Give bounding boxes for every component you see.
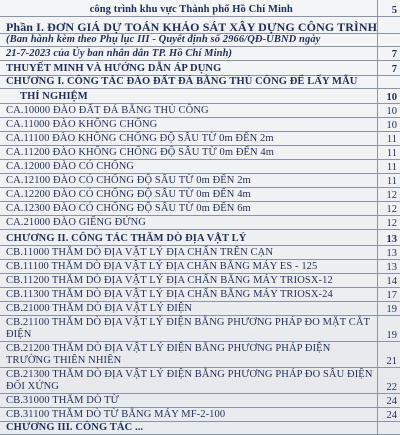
toc-entry-page: 13 xyxy=(377,229,400,245)
toc-entry-title: (Ban hành kèm theo Phụ lục III - Quyết định số 2966/QĐ-UBND ngày xyxy=(0,33,377,46)
toc-entry xyxy=(0,103,400,117)
toc-entry xyxy=(0,159,400,173)
toc-entry-page: 24 xyxy=(377,407,400,421)
toc-entry-title: THUYẾT MINH VÀ HƯỚNG DẪN ÁP DỤNG xyxy=(0,60,377,75)
toc-entry-page: 5 xyxy=(377,0,400,16)
toc-entry-page: 19 xyxy=(377,301,400,315)
toc-entry-title: CHƯƠNG II. CÔNG TÁC THĂM DÒ ĐỊA VẬT LÝ xyxy=(0,229,377,245)
toc-entry-title: công trình khu vực Thành phố Hồ Chí Minh xyxy=(0,0,377,16)
toc-entry-page: 7 xyxy=(377,60,400,75)
toc-entry-page: 12 xyxy=(377,187,400,201)
toc-entry xyxy=(0,245,400,259)
toc-entry xyxy=(0,117,400,131)
toc-entry-page: 14 xyxy=(377,273,400,287)
toc-entry-title: CA.12300 ĐÀO CÓ CHỐNG ĐỘ SÂU TỪ 0m ĐẾN 6m xyxy=(0,201,377,215)
toc-entry-title: CA.10000 ĐÀO ĐẤT ĐÁ BẰNG THỦ CÔNG xyxy=(0,103,377,117)
toc-entry-title: CB.31000 THĂM DÒ TỪ xyxy=(0,393,377,407)
toc-entry-title: CA.12200 ĐÀO CÓ CHỐNG ĐỘ SÂU TỪ 0m ĐẾN 4m xyxy=(0,187,377,201)
toc-entry-title: CA.11000 ĐÀO KHÔNG CHỐNG xyxy=(0,117,377,131)
toc-entry-title: CA.11200 ĐÀO KHÔNG CHỐNG ĐỘ SÂU TỪ 0m ĐẾN 4m xyxy=(0,145,377,159)
toc-entry xyxy=(0,315,400,341)
toc-entry-page xyxy=(377,421,400,434)
toc-entry-page: 11 xyxy=(377,173,400,187)
toc-entry xyxy=(0,173,400,187)
toc-entry xyxy=(0,215,400,229)
toc-entry-page: 21 xyxy=(377,341,400,367)
toc-entry-page: 10 xyxy=(377,117,400,131)
toc-entry-title: CHƯƠNG III. CÔNG TÁC ... xyxy=(0,421,377,434)
toc-entry-page: 11 xyxy=(377,159,400,173)
toc-entry-page: 24 xyxy=(377,393,400,407)
toc-entry-page xyxy=(377,33,400,46)
toc-entry xyxy=(0,301,400,315)
toc-entry xyxy=(0,367,400,393)
toc-entry xyxy=(0,33,400,46)
toc-entry-title: CA.12100 ĐÀO CÓ CHỐNG ĐỘ SÂU TỪ 0m ĐẾN 2m xyxy=(0,173,377,187)
toc-entry xyxy=(0,229,400,245)
toc-entry-title: CA.11100 ĐÀO KHÔNG CHỐNG ĐỘ SÂU TỪ 0m ĐẾN 2m xyxy=(0,131,377,145)
toc-entry xyxy=(0,145,400,159)
toc-entry-title: CB.11000 THĂM DÒ ĐỊA VẬT LÝ ĐỊA CHẤN TRÊN CẠN xyxy=(0,245,377,259)
toc-entry xyxy=(0,60,400,75)
toc-entry xyxy=(0,407,400,421)
toc-entry-page: 7 xyxy=(377,46,400,60)
toc-entry xyxy=(0,201,400,215)
toc-entry xyxy=(0,187,400,201)
toc-entry-title: CHƯƠNG I. CÔNG TÁC ĐÀO ĐẤT ĐÁ BẰNG THỦ CÔNG ĐỂ LẤY MẪU xyxy=(0,75,377,88)
toc-entry-page: 12 xyxy=(377,215,400,229)
toc-entry xyxy=(0,75,400,88)
toc-entry-title: CA.12000 ĐÀO CÓ CHỐNG xyxy=(0,159,377,173)
toc-entry xyxy=(0,287,400,301)
toc-entry xyxy=(0,16,400,33)
toc-entry-title: Phần I. ĐƠN GIÁ DỰ TOÁN KHẢO SÁT XÂY DỰNG CÔNG TRÌNH xyxy=(0,16,377,33)
toc-entry-page: 22 xyxy=(377,367,400,393)
toc-entry xyxy=(0,273,400,287)
toc-entry-page xyxy=(377,75,400,88)
toc-entry-title: CB.11200 THĂM DÒ ĐỊA VẬT LÝ ĐỊA CHẤN BẰNG MÁY TRIOSX-12 xyxy=(0,273,377,287)
toc-entry-page: 19 xyxy=(377,315,400,341)
toc-entry xyxy=(0,88,400,103)
toc-entry-title: CB.21100 THĂM DÒ ĐỊA VẬT LÝ ĐIỆN BẰNG PHƯƠNG PHÁP ĐO MẶT CẮT ĐIỆN xyxy=(0,315,377,341)
toc-entry-title: 21-7-2023 của Ủy ban nhân dân TP. Hồ Chí Minh) xyxy=(0,46,377,60)
toc-entry-title: CB.21300 THĂM DÒ ĐỊA VẬT LÝ ĐIỆN BẰNG PHƯƠNG PHÁP ĐO SÂU ĐIỆN ĐỐI XỨNG xyxy=(0,367,377,393)
toc-entry-page: 10 xyxy=(377,103,400,117)
toc-entry-title: CB.31100 THĂM DÒ TỪ BẰNG MÁY MF-2-100 xyxy=(0,407,377,421)
toc-entry-title: CB.21200 THĂM DÒ ĐỊA VẬT LÝ ĐIỆN BẰNG PHƯƠNG PHÁP ĐIỆN TRƯỜNG THIÊN NHIÊN xyxy=(0,341,377,367)
toc-entry-page: 11 xyxy=(377,145,400,159)
toc-entry-page: 13 xyxy=(377,259,400,273)
toc-entry-title: THÍ NGHIỆM xyxy=(0,88,377,103)
toc-entry-title: CB.21000 THĂM DÒ ĐỊA VẬT LÝ ĐIỆN xyxy=(0,301,377,315)
toc-entry-page: 11 xyxy=(377,131,400,145)
toc-entry xyxy=(0,259,400,273)
toc-entry-title: CB.11100 THĂM DÒ ĐỊA VẬT LÝ ĐỊA CHẤN BẰNG MÁY ES - 125 xyxy=(0,259,377,273)
toc-entry xyxy=(0,131,400,145)
toc-entry xyxy=(0,341,400,367)
toc-entry-page: 13 xyxy=(377,245,400,259)
toc-entry-page: 17 xyxy=(377,287,400,301)
toc-entry-title: CA.21000 ĐÀO GIẾNG ĐỨNG xyxy=(0,215,377,229)
toc-entry-page: 10 xyxy=(377,88,400,103)
toc-entry xyxy=(0,421,400,434)
toc-entry xyxy=(0,46,400,60)
toc-entry-title: CB.11300 THĂM DÒ ĐỊA VẬT LÝ ĐỊA CHẤN BẰNG MÁY TRIOSX-24 xyxy=(0,287,377,301)
toc-entry xyxy=(0,393,400,407)
toc-entry-page xyxy=(377,16,400,33)
toc-entry xyxy=(0,0,400,16)
toc-entry-page: 12 xyxy=(377,201,400,215)
